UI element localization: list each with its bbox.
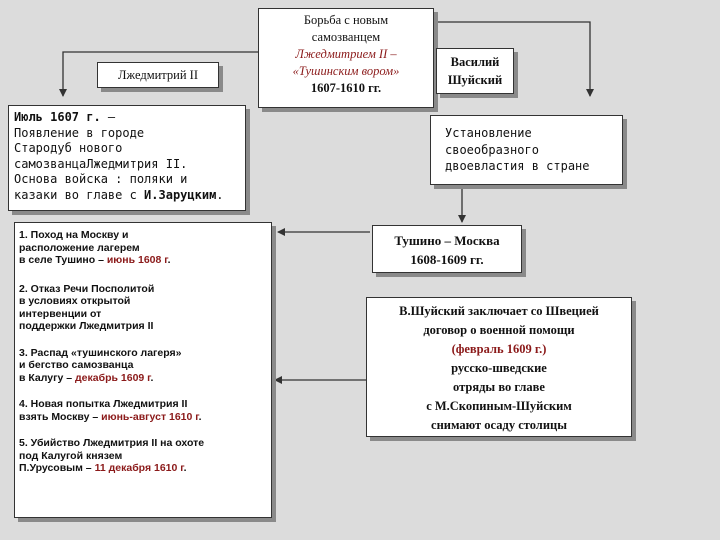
- event-4-date: июнь-август 1610 г: [101, 410, 199, 423]
- left-info-line5: Основа войска : поляки и: [14, 172, 188, 186]
- event-4-line2: взять Москву –: [19, 410, 102, 423]
- top-title-line3: Лжедмитрием II –: [295, 47, 397, 61]
- top-title-box: [258, 8, 434, 108]
- event-1-line3: в селе Тушино –: [19, 254, 107, 266]
- left-info-line6a: казаки во главе с: [14, 187, 145, 202]
- treaty-box: [366, 297, 632, 437]
- event-5-line2: под Калугой князем: [19, 449, 123, 462]
- event-5-date: 11 декабря 1610 г: [94, 462, 184, 474]
- event-2-line1: 2. Отказ Речи Посполитой: [19, 282, 155, 295]
- left-info-line6c: .: [216, 187, 224, 202]
- event-3: [19, 347, 271, 385]
- left-info-dash: –: [100, 110, 116, 124]
- event-2-line2: в условиях открытой: [19, 295, 131, 307]
- events-box: [14, 222, 272, 518]
- left-info-zarutsky: И.Заруцким: [144, 187, 217, 202]
- event-3-line3: в Калугу –: [19, 371, 76, 384]
- event-1-line2: расположение лагерем: [19, 241, 140, 254]
- event-2-line4: поддержки Лжедмитрия II: [19, 320, 154, 332]
- event-1-line1: 1. Поход на Москву и: [19, 229, 129, 241]
- right-info-box: [430, 115, 623, 185]
- event-5: [19, 437, 271, 475]
- event-1-dot: .: [167, 254, 171, 266]
- right-info-line2: своеобразного: [445, 142, 539, 157]
- right-title-line2: Шуйский: [447, 73, 503, 87]
- left-info-box: [8, 105, 246, 211]
- event-3-date: декабрь 1609 г: [75, 371, 151, 384]
- tushino-line2: 1608-1609 гг.: [410, 252, 484, 267]
- right-title-line1: Василий: [450, 55, 500, 69]
- treaty-line6: с М.Скопиным-Шуйским: [426, 399, 572, 413]
- right-info-line1: Установление: [445, 126, 532, 140]
- left-title-box: [97, 62, 219, 88]
- treaty-line1: В.Шуйский заключает со Швецией: [399, 304, 599, 318]
- treaty-line7: снимают осаду столицы: [431, 418, 567, 432]
- event-4: [19, 398, 271, 423]
- treaty-line4: русско-шведские: [451, 361, 547, 375]
- right-title-box: [436, 48, 514, 94]
- top-title-line2: самозванцем: [311, 30, 381, 44]
- event-3-line1: 3. Распад «тушинского лагеря»: [19, 346, 182, 359]
- tushino-box: [372, 225, 522, 273]
- left-title: Лжедмитрий II: [118, 68, 198, 82]
- treaty-line5: отряды во главе: [453, 380, 545, 394]
- event-3-dot: .: [150, 371, 154, 384]
- event-1-date: июнь 1608 г: [106, 254, 168, 266]
- event-5-line3: П.Урусовым –: [19, 462, 95, 474]
- left-info-date: Июль 1607 г.: [14, 110, 101, 124]
- event-2-line3: интервенции от: [19, 307, 102, 320]
- event-5-line1: 5. Убийство Лжедмитрия II на охоте: [19, 437, 205, 449]
- left-info-line3: Стародуб нового: [14, 141, 123, 155]
- event-2: [19, 283, 271, 333]
- event-5-dot: .: [183, 462, 187, 474]
- top-title-line4: «Тушинским вором»: [292, 64, 400, 78]
- right-info-line3: двоевластия в стране: [445, 159, 590, 173]
- top-title-line5: 1607-1610 гг.: [310, 81, 382, 95]
- event-3-line2: и бегство самозванца: [19, 359, 134, 371]
- left-info-line2: Появление в городе: [14, 125, 145, 140]
- top-title-line1: Борьба с новым: [303, 13, 389, 27]
- event-4-dot: .: [198, 410, 202, 423]
- event-4-line1: 4. Новая попытка Лжедмитрия II: [19, 398, 188, 410]
- left-info-line4: самозванцаЛжедмитрия II.: [14, 156, 188, 171]
- tushino-line1: Тушино – Москва: [394, 233, 500, 248]
- treaty-line2: договор о военной помощи: [423, 323, 575, 337]
- event-1: [19, 229, 271, 267]
- treaty-date: (февраль 1609 г.): [451, 342, 547, 356]
